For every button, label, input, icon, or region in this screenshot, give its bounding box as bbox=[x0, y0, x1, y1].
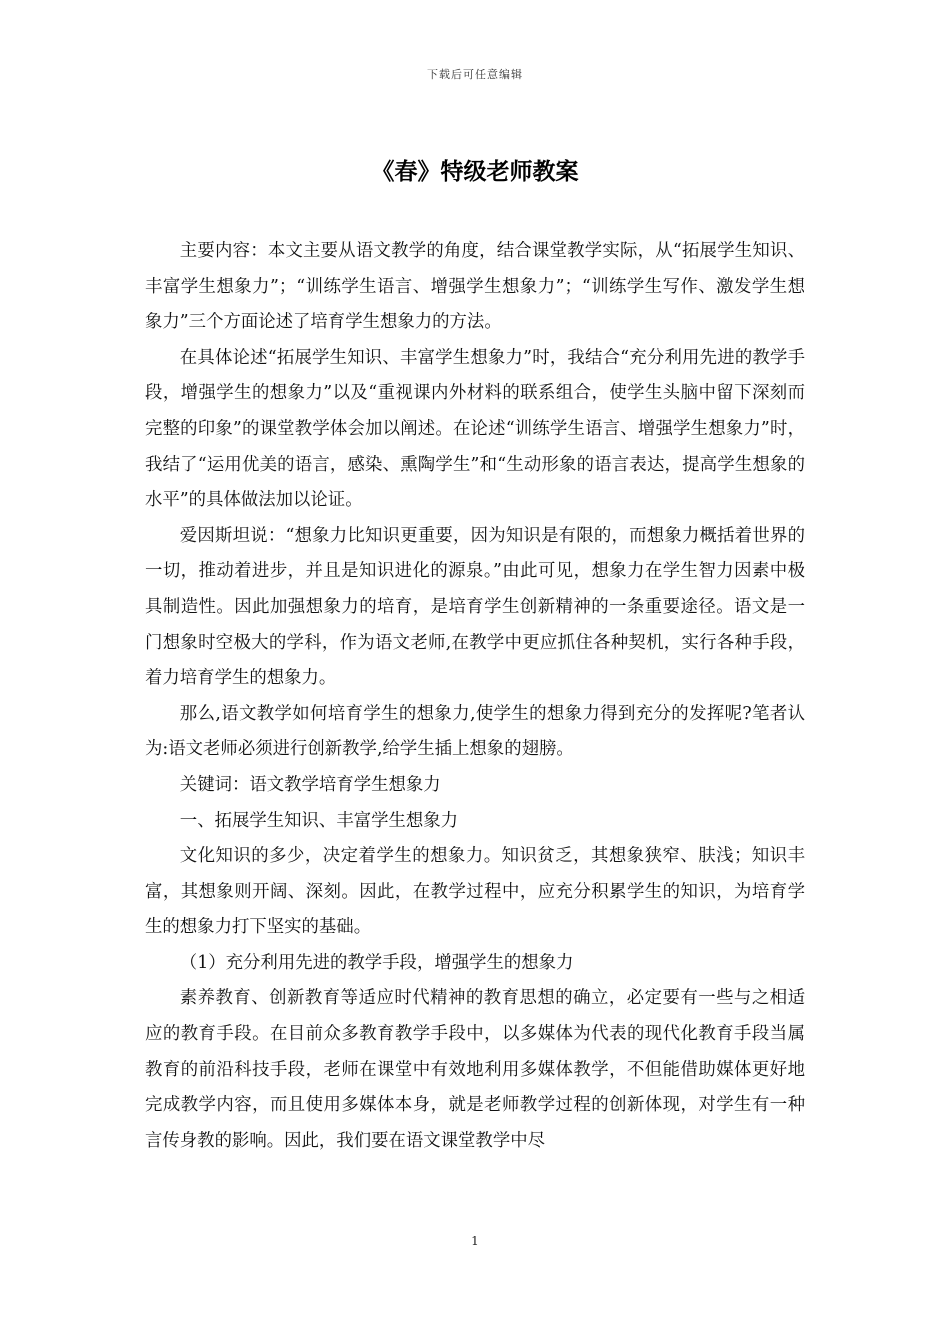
paragraph-summary: 主要内容：本文主要从语文教学的角度，结合课堂教学实际，从“拓展学生知识、丰富学生想象力”；“训练学生语言、增强学生想象力”；“训练学生写作、激发学生想象力”三个方面论述了培育学生想象力的方法。 bbox=[145, 241, 805, 333]
section-heading-1: 一、拓展学生知识、丰富学生想象力 bbox=[179, 810, 459, 831]
document-body bbox=[145, 234, 805, 1159]
document-title: 《春》特级老师教案 bbox=[371, 159, 579, 185]
paragraph-knowledge: 文化知识的多少，决定着学生的想象力。知识贫乏，其想象狭窄、肤浅；知识丰富，其想象则开阔、深刻。因此，在教学过程中，应充分积累学生的知识，为培育学生的想象力打下坚实的基础。 bbox=[145, 846, 805, 938]
page-number: 1 bbox=[471, 1234, 479, 1248]
header-note: 下载后可任意编辑 bbox=[427, 68, 523, 81]
paragraph-einstein-quote: 爱因斯坦说：“想象力比知识更重要，因为知识是有限的，而想象力概括着世界的一切，推动着进步，并且是知识进化的源泉。”由此可见，想象力在学生智力因素中极具制造性。因此加强想象力的培育，是培育学生创新精神的一条重要途径。语文是一门想象时空极大的学科，作为语文老师,在教学中更应抓住各种契机，实行各种手段，着力培育学生的想象力。 bbox=[145, 525, 805, 689]
subsection-heading-1: （1）充分利用先进的教学手段，增强学生的想象力 bbox=[179, 952, 574, 973]
paragraph-question: 那么,语文教学如何培育学生的想象力,使学生的想象力得到充分的发挥呢?笔者认为:语文老师必须进行创新教学,给学生插上想象的翅膀。 bbox=[145, 703, 805, 760]
paragraph-multimedia: 素养教育、创新教育等适应时代精神的教育思想的确立，必定要有一些与之相适应的教育手段。在目前众多教育教学手段中，以多媒体为代表的现代化教育手段当属教育的前沿科技手段，老师在课堂中有效地利用多媒体教学，不但能借助媒体更好地完成教学内容，而且使用多媒体本身，就是老师教学过程的创新体现，对学生有一种言传身教的影响。因此，我们要在语文课堂教学中尽 bbox=[145, 988, 805, 1151]
paragraph-keywords: 关键词：语文教学培育学生想象力 bbox=[179, 774, 441, 795]
paragraph-detail: 在具体论述“拓展学生知识、丰富学生想象力”时，我结合“充分利用先进的教学手段，增强学生的想象力”以及“重视课内外材料的联系组合，使学生头脑中留下深刻而完整的印象”的课堂教学体会加以阐述。在论述“训练学生语言、增强学生想象力”时，我结了“运用优美的语言，感染、熏陶学生”和“生动形象的语言表达，提高学生想象的水平”的具体做法加以论证。 bbox=[145, 347, 805, 511]
